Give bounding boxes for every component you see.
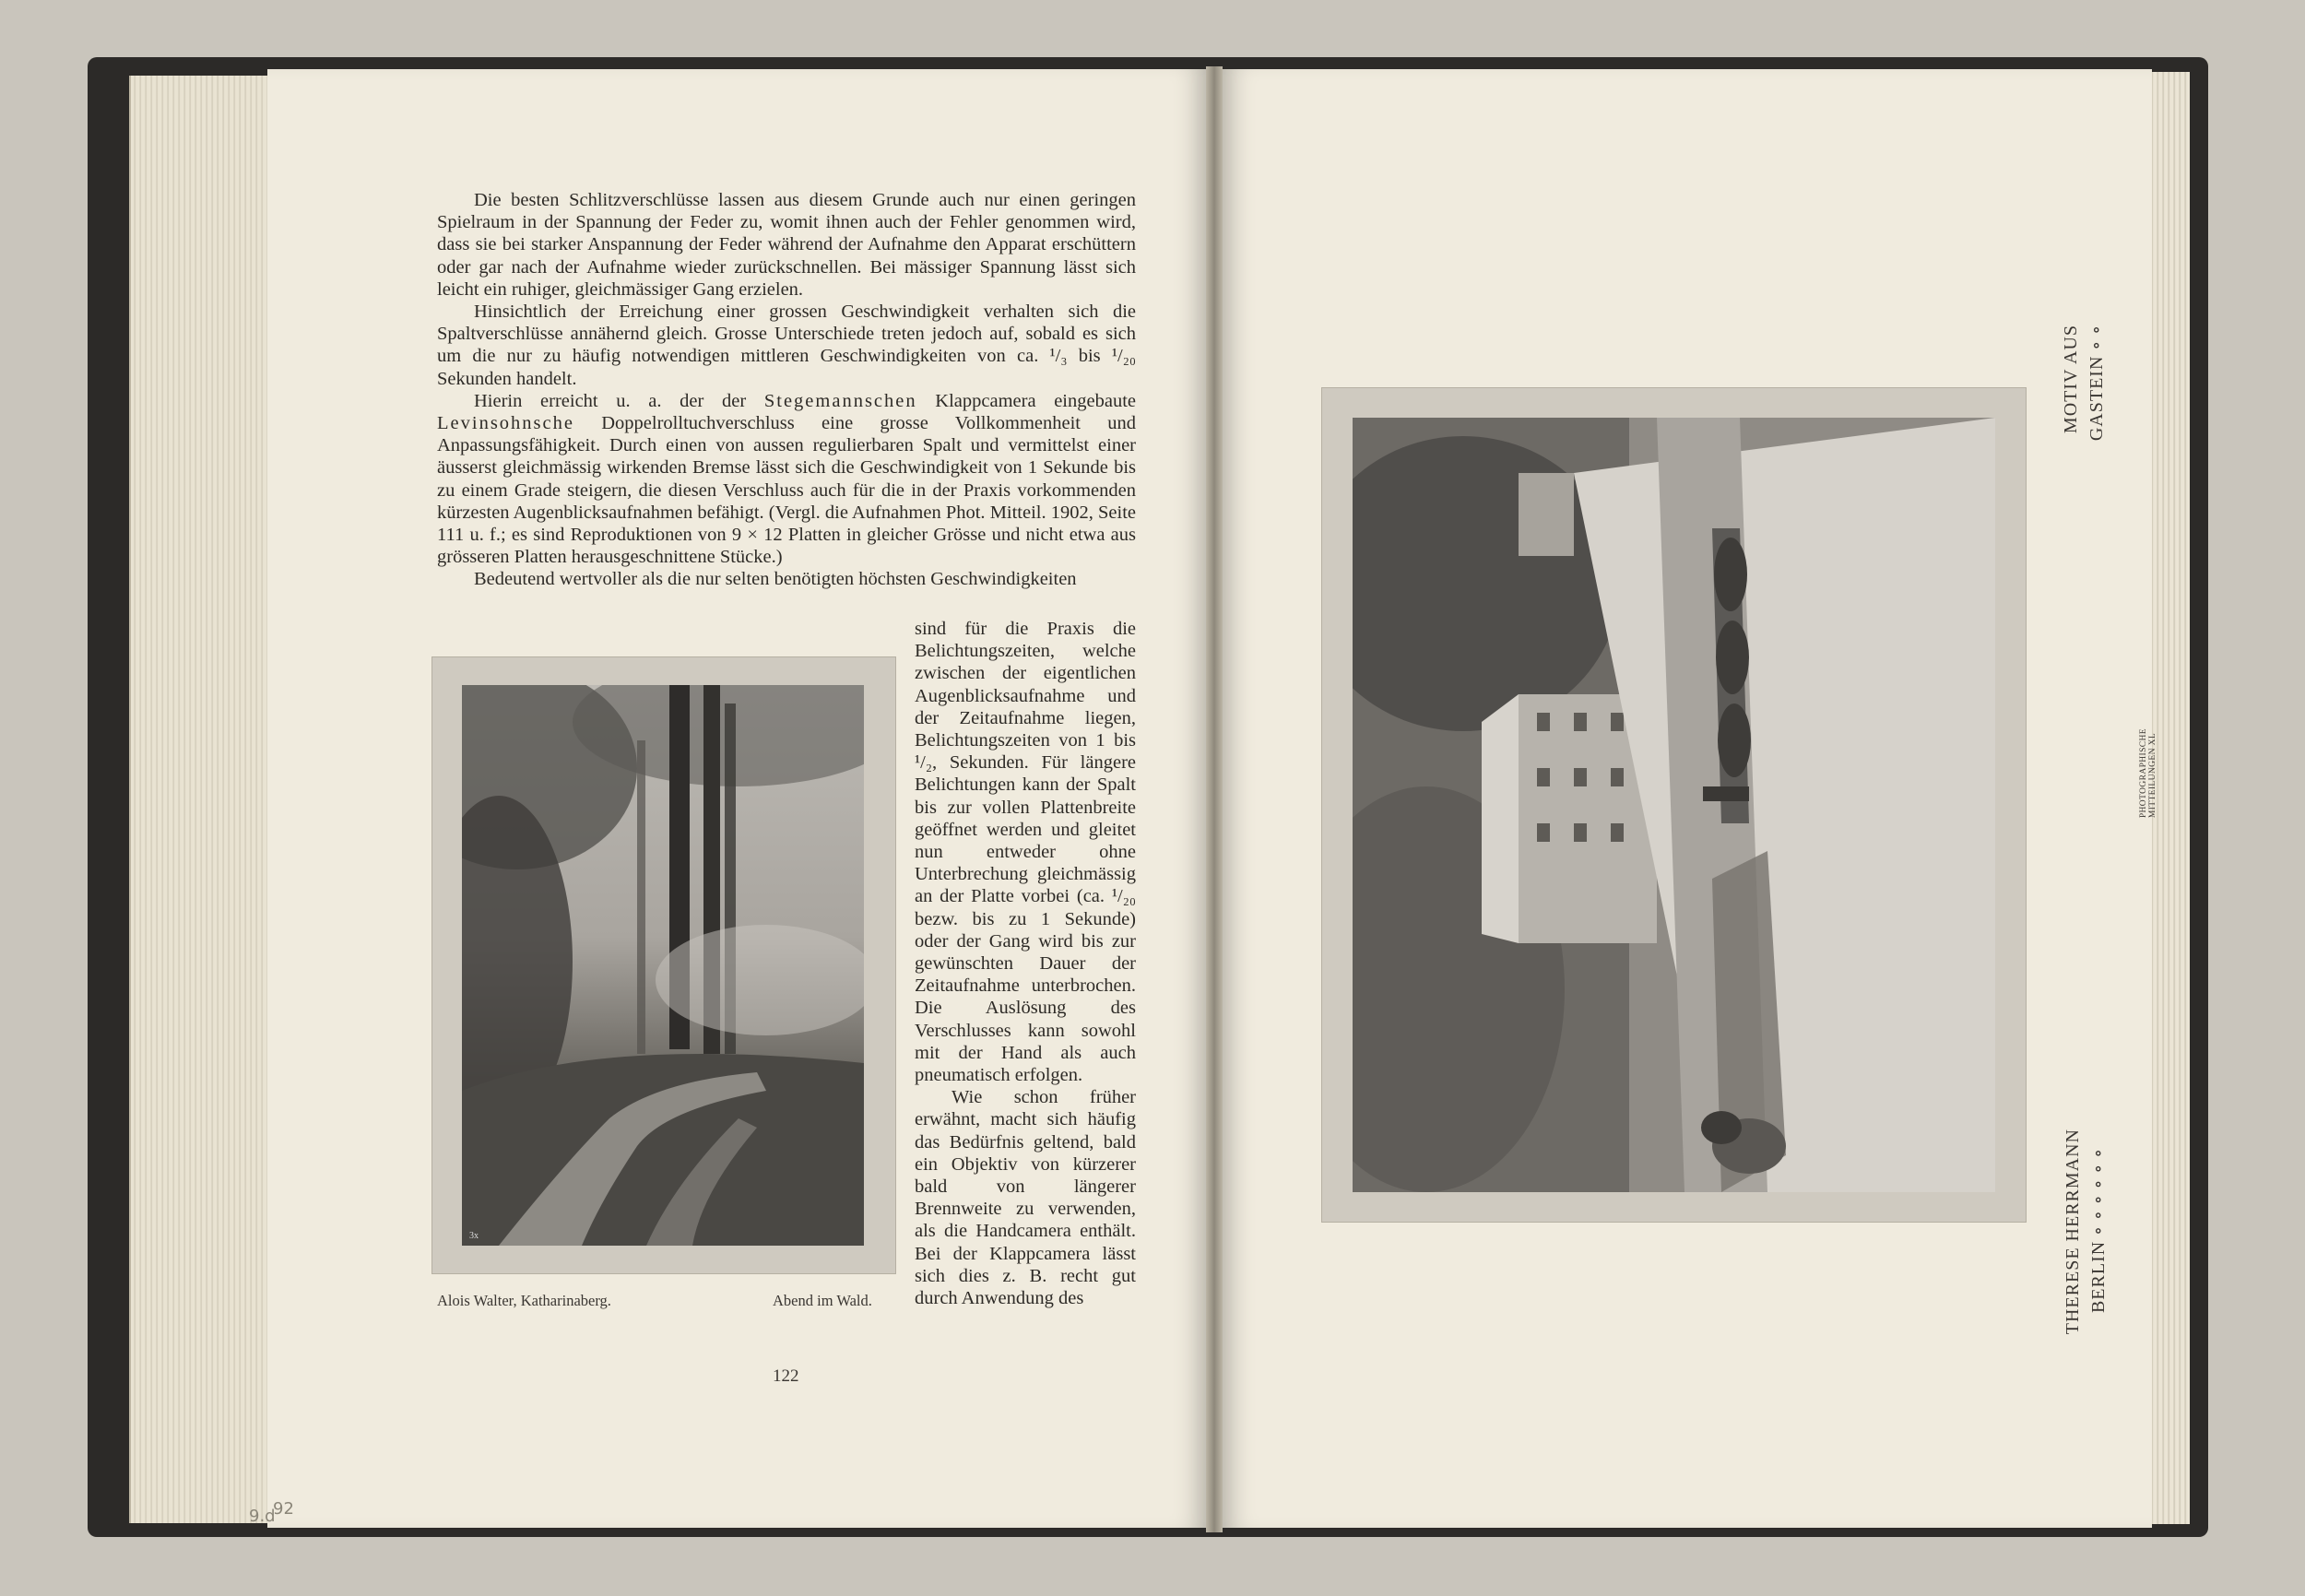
book-gutter [1206,66,1223,1532]
paragraph-2: Hinsichtlich der Erreichung einer grossen Geschwindigkeit verhalten sich die Spaltverschlüsse annähernd gleich. Grosse Unterschiede treten jedoch auf, sobald es sich um die nur zu häufig notwendigen mittleren Geschwindigkeiten von ca. ¹/₃ bis ¹/₂₀ Sekunden handelt. [437,301,1136,389]
levinsohn-name: Levinsohnsche [437,413,574,434]
photo-credit: Alois Walter, Katharinaberg. [437,1292,611,1309]
wrapped-column [915,618,1136,1309]
paragraph-3-mid: Klappcamera eingebaute [916,390,1136,411]
stegemann-name: Stegemannschen [763,390,917,411]
artist-city: BERLIN ∘ ∘ ∘ ∘ ∘ ∘ [2088,1148,2109,1314]
wrapped-paragraph-2: Wie schon früher erwähnt, macht sich häufig das Bedürfnis geltend, bald ein Objektiv von kürzerer bald von längerer Brennweite zu verwenden, als die Handcamera enthält. Bei der Klappcamera lässt sich dies z. B. recht gut durch Anwendung des [915,1087,1136,1309]
photo-title: Abend im Wald. [773,1292,872,1309]
page-number: 122 [773,1366,799,1386]
paragraph-3-rest: Doppelrolltuchverschluss eine grosse Vollkommenheit und Anpassungsfähigkeit. Durch einen von aussen regulierbaren Spalt und vermittelst einer äusserst gleichmässig wirkenden Bremse lässt sich die Geschwindigkeit von 1 Sekunde bis zu einem Grade steigern, die diesen Verschluss auch für die in der Praxis vorkommenden kürzesten Augenblicksaufnahmen befähigt. (Vergl. die Aufnahmen Phot. Mitteil. 1902, Seite 111 u. f.; es sind Reproduktionen von 9 × 12 Platten in gleicher Grösse und nicht etwa aus grösseren Platten herausgeschnittene Stücke.) [437,413,1136,568]
page-edges-left [129,76,278,1523]
plate-title-line-2: GASTEIN ∘ ∘ [2086,325,2107,442]
photo-number: 3x [469,1231,479,1241]
paragraph-3-start: Hierin erreicht u. a. der der [474,390,764,411]
journal-line-1: PHOTOGRAPHISCHE [2139,728,2148,819]
journal-line-2: MITTEILUNGEN XL [2148,732,2157,819]
pencil-mark-1: 9.d [249,1507,276,1526]
left-page-body [437,189,1136,591]
wrapped-paragraph-1: sind für die Praxis die Belichtungszeiten, welche zwischen der eigentlichen Augenblicksaufnahme und der Zeitaufnahme liegen, Belichtungszeiten von 1 bis ¹/₂, Sekunden. Für längere Belichtungen kann der Spalt bis zur vollen Plattenbreite geöffnet werden und gleitet nun entweder ohne Unterbrechung gleichmässig an der Platte vorbei (ca. ¹/₂₀ bezw. bis zu 1 Sekunde) oder der Gang wird bis zur gewünschten Dauer der Zeitaufnahme unterbrochen. Die Auslösung des Verschlusses kann sowohl mit der Hand als auch pneumatisch erfolgen. [915,619,1136,1086]
pencil-mark-2: 92 [273,1499,294,1519]
journal-imprint [2139,728,2157,818]
artist-name: THERESE HERRMANN [2063,1129,2083,1335]
plate-title-line-1: MOTIV AUS [2061,325,2081,434]
paragraph-1: Die besten Schlitzverschlüsse lassen aus diesem Grunde auch nur einen geringen Spielraum in der Spannung der Feder zu, womit ihnen auch der Fehler genommen wird, dass sie bei starker Anspannung der Feder während der Aufnahme den Apparat erschüttern oder gar nach der Aufnahme wieder zurückschnellen. Bei mässiger Spannung lässt sich leicht ein ruhiger, gleichmässiger Gang erzielen. [437,190,1136,300]
forest-photo-plate [431,656,896,1274]
paragraph-3 [437,390,1136,569]
forest-photo [462,685,864,1246]
gastein-photo [1353,418,1995,1192]
paragraph-4-start: Bedeutend wertvoller als die nur selten benötigten höchsten Geschwindigkeiten [474,569,1077,590]
gastein-photo-plate [1321,387,2027,1223]
